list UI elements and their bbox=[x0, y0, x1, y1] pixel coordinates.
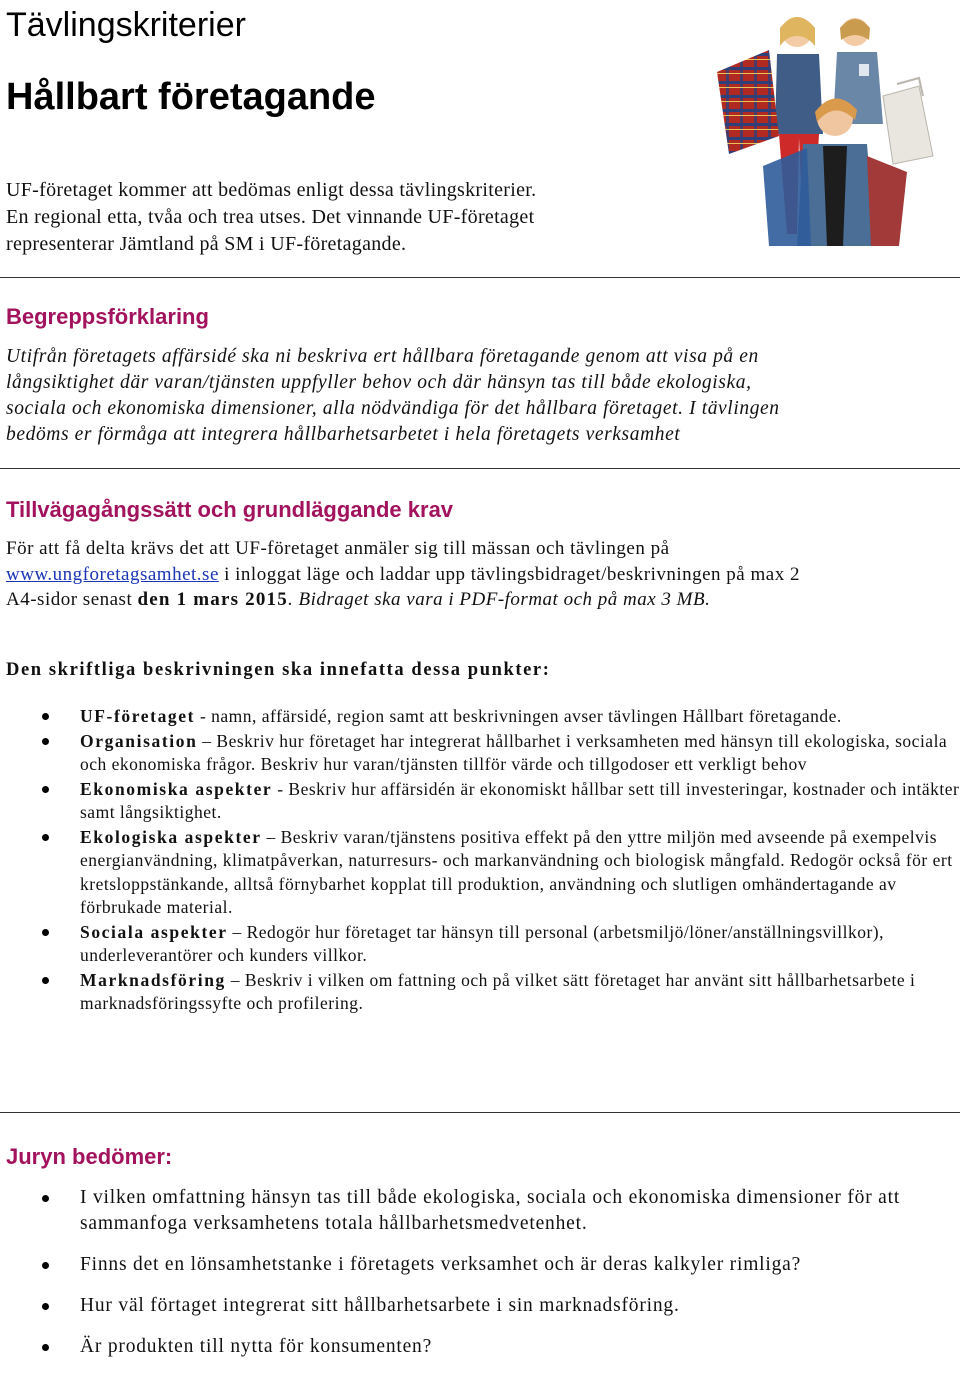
section-divider bbox=[0, 468, 960, 469]
criteria-text: namn, affärsidé, region samt att beskrivningen avser tävlingen Hållbart företagande. bbox=[211, 706, 842, 726]
procedure-line-text: . Bidraget ska vara i PDF-format och på max 3 MB. bbox=[287, 589, 711, 610]
criteria-sep: – bbox=[261, 826, 281, 847]
students-with-clothes-photo bbox=[707, 6, 947, 246]
list-item: Hur väl förtaget integrerat sitt hållbarhetsarbete i sin marknadsföring. bbox=[0, 1293, 960, 1319]
list-item bbox=[0, 705, 960, 729]
list-item: I vilken omfattning hänsyn tas till både ekologiska, sociala och ekonomiska dimensioner för att sammanfoga verksamhetens totala hållbarhetsmedvetenhet. bbox=[0, 1185, 960, 1237]
definition-line: Utifrån företagets affärsidé ska ni beskriva ert hållbara företagande genom att visa på en bbox=[6, 346, 759, 367]
jury-heading: Juryn bedömer: bbox=[6, 1144, 173, 1169]
criteria-sep: – bbox=[197, 730, 217, 751]
criteria-sep: - bbox=[195, 706, 212, 726]
criteria-sep: - bbox=[272, 778, 289, 799]
criteria-sep: – bbox=[227, 921, 247, 942]
page-title: Tävlingskriterier bbox=[6, 6, 246, 44]
procedure-line-text: A4-sidor senast bbox=[6, 589, 138, 610]
definition-line: långsiktighet där varan/tjänsten uppfyller behov och där hänsyn tas till både ekologiska, bbox=[6, 372, 752, 393]
section-divider bbox=[0, 1112, 960, 1113]
criteria-sep: – bbox=[225, 969, 245, 990]
intro-line: UF-företaget kommer att bedömas enligt dessa tävlingskriterier. bbox=[6, 179, 537, 201]
deadline-date: den 1 mars 2015 bbox=[137, 589, 288, 610]
criteria-text: Beskriv varan/tjänstens positiva effekt på den yttre miljön med avseende på exempelvis energianvändning, klimatpåverkan, naturresurs- och markanvändning och biologisk mångfald. Redogör också för ert kretsloppstänkande, alltså förnybarhet kopplat till produktion, användning och slutligen omhändertagande av förbrukade material. bbox=[80, 826, 953, 917]
list-item bbox=[0, 826, 960, 920]
criteria-text: Beskriv hur företaget har integrerat hållbarhet i verksamheten med hänsyn till ekologiska, sociala och ekonomiska frågor. Beskriv hur varan/tjänsten tillför värde och tillgodoser ett verkligt behov bbox=[80, 730, 948, 774]
definition-line: sociala och ekonomiska dimensioner, alla nödvändiga för det hållbara företaget. I tävlingen bbox=[6, 398, 780, 419]
criteria-text: Beskriv i vilken om fattning och på vilket sätt företaget har använt sitt hållbarhetsarbete i marknadsföringssyfte och profilering. bbox=[80, 969, 916, 1013]
procedure-line-text: i inloggat läge och laddar upp tävlingsbidraget/beskrivningen på max 2 bbox=[218, 563, 800, 585]
criteria-term: Organisation bbox=[80, 730, 198, 751]
list-item: Finns det en lönsamhetstanke i företagets verksamhet och är deras kalkyler rimliga? bbox=[0, 1252, 960, 1278]
website-link[interactable]: www.ungforetagsamhet.se bbox=[6, 563, 219, 585]
list-item bbox=[0, 730, 960, 777]
criteria-text: Beskriv hur affärsidén är ekonomiskt hållbar sett till investeringar, kostnader och intäkter samt långsiktighet. bbox=[80, 778, 960, 822]
list-item bbox=[0, 969, 960, 1016]
criteria-term: Sociala aspekter bbox=[80, 921, 228, 942]
list-item: Är produkten till nytta för konsumenten? bbox=[0, 1334, 960, 1360]
procedure-text bbox=[6, 536, 956, 613]
intro-line: representerar Jämtland på SM i UF-företagande. bbox=[6, 233, 407, 255]
section-divider bbox=[0, 277, 960, 278]
procedure-line bbox=[6, 562, 956, 588]
jury-list bbox=[0, 1185, 960, 1375]
definition-text bbox=[6, 344, 956, 448]
criteria-term: Marknadsföring bbox=[80, 969, 226, 990]
definition-heading: Begreppsförklaring bbox=[6, 304, 209, 329]
criteria-term: Ekonomiska aspekter bbox=[80, 778, 273, 799]
intro-line: En regional etta, tvåa och trea utses. Det vinnande UF-företaget bbox=[6, 206, 535, 228]
criteria-heading: Den skriftliga beskrivningen ska innefatta dessa punkter: bbox=[6, 660, 551, 680]
intro-text bbox=[6, 177, 696, 258]
criteria-text: Redogör hur företaget tar hänsyn till personal (arbetsmiljö/löner/anställningsvillkor), underleverantörer och kunders villkor. bbox=[80, 921, 884, 965]
list-item bbox=[0, 778, 960, 825]
procedure-heading: Tillvägagångssätt och grundläggande krav bbox=[6, 497, 454, 522]
criteria-term: Ekologiska aspekter bbox=[80, 826, 262, 847]
list-item bbox=[0, 921, 960, 968]
procedure-line: För att få delta krävs det att UF-företaget anmäler sig till mässan och tävlingen på bbox=[6, 538, 670, 559]
criteria-term: UF-företaget bbox=[80, 706, 196, 726]
definition-line: bedöms er förmåga att integrera hållbarhetsarbetet i hela företagets verksamhet bbox=[6, 424, 681, 445]
criteria-list bbox=[0, 705, 960, 1017]
procedure-line bbox=[6, 587, 956, 613]
page-subtitle: Hållbart företagande bbox=[6, 76, 376, 118]
